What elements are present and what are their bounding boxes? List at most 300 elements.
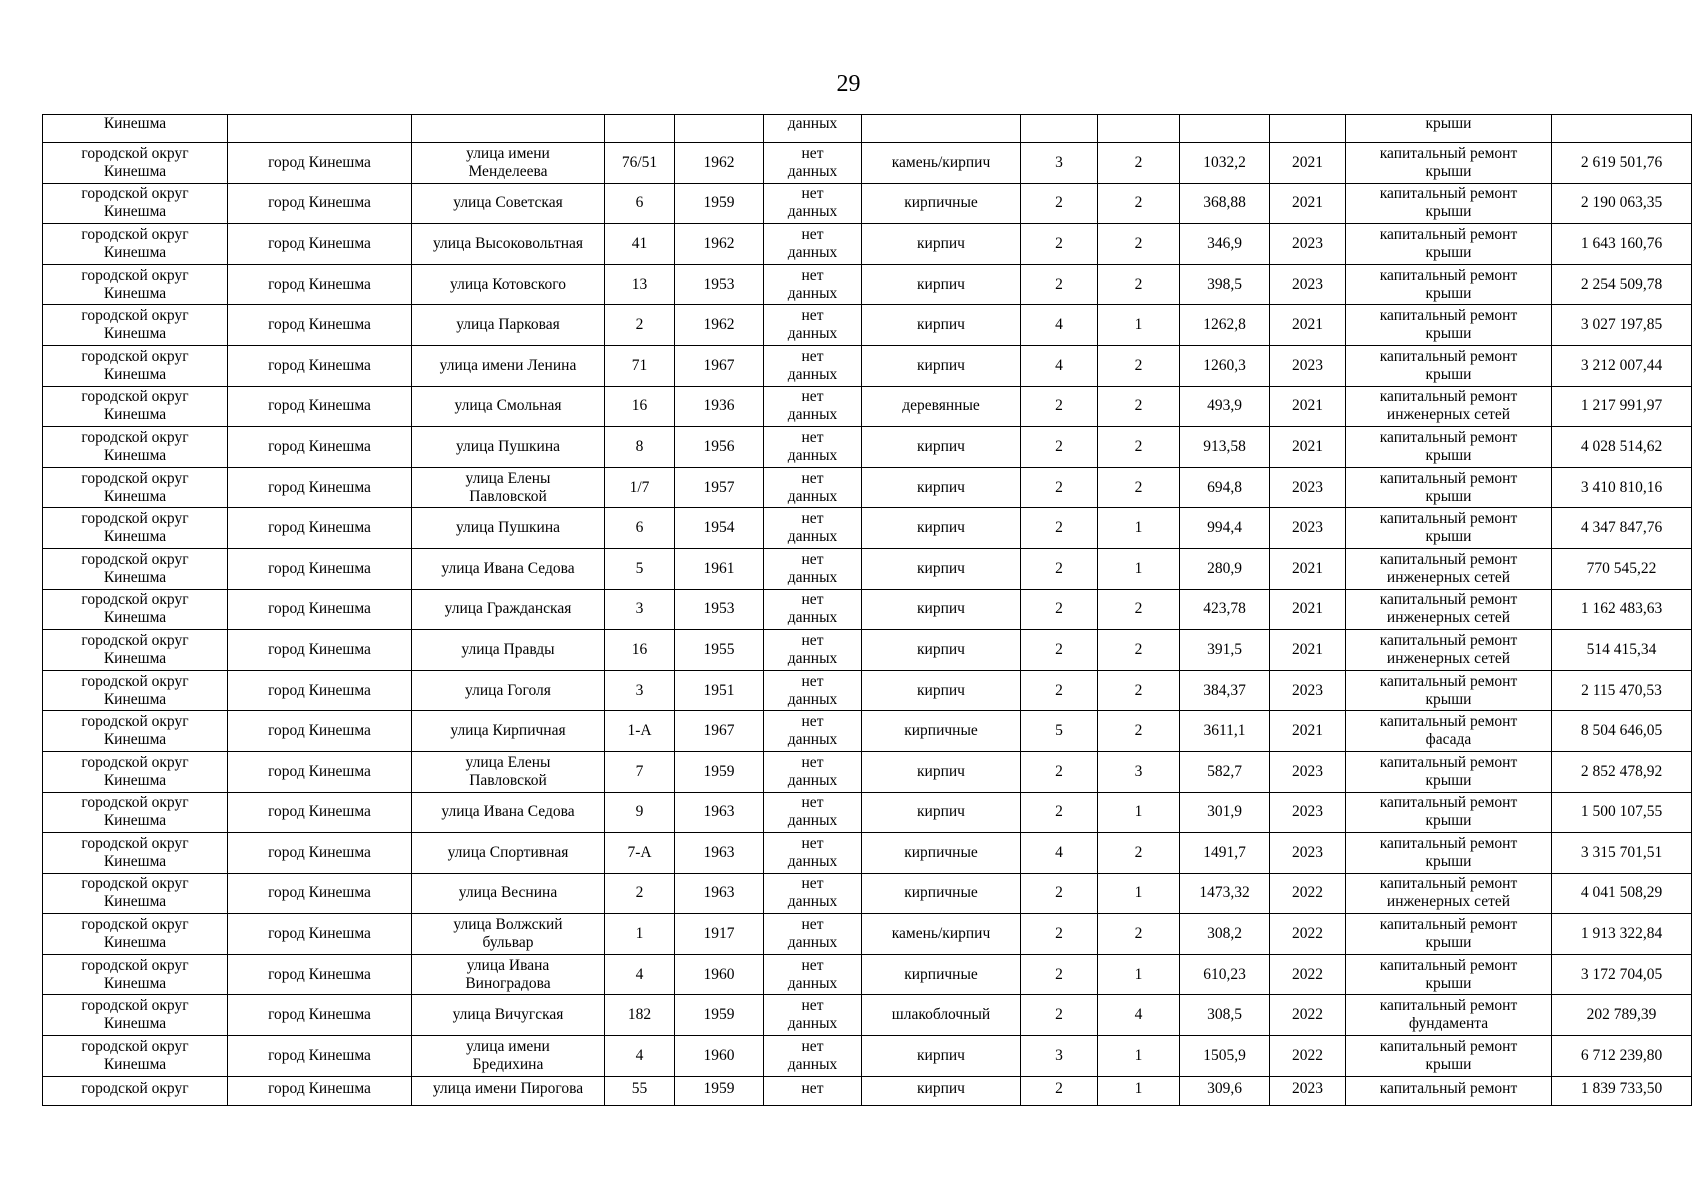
house-number-cell: 5 bbox=[605, 548, 675, 589]
repair-year-cell: 2023 bbox=[1270, 751, 1346, 792]
table-row bbox=[43, 873, 1692, 914]
data-cell: нет данных bbox=[764, 670, 862, 711]
table-row bbox=[43, 711, 1692, 752]
area-cell: 423,78 bbox=[1180, 589, 1270, 630]
build-year-cell: 1960 bbox=[675, 1036, 764, 1077]
work-type-cell: капитальный ремонт крыши bbox=[1346, 1036, 1552, 1077]
area-cell: 1032,2 bbox=[1180, 143, 1270, 184]
municipality-cell: городской округ Кинешма bbox=[43, 508, 228, 549]
data-cell: нет данных bbox=[764, 792, 862, 833]
build-year-cell: 1959 bbox=[675, 751, 764, 792]
wall-material-cell: кирпич bbox=[862, 548, 1021, 589]
build-year-cell: 1967 bbox=[675, 711, 764, 752]
table-row bbox=[43, 427, 1692, 468]
floors-cell: 2 bbox=[1021, 670, 1098, 711]
cost-cell: 4 347 847,76 bbox=[1552, 508, 1692, 549]
repair-year-cell: 2023 bbox=[1270, 508, 1346, 549]
wall-material-cell: кирпич bbox=[862, 670, 1021, 711]
area-cell: 1262,8 bbox=[1180, 305, 1270, 346]
floors-cell bbox=[1021, 115, 1098, 143]
work-type-cell: капитальный ремонт фундамента bbox=[1346, 995, 1552, 1036]
build-year-cell: 1953 bbox=[675, 264, 764, 305]
street-cell: улица Гражданская bbox=[412, 589, 605, 630]
area-cell: 391,5 bbox=[1180, 630, 1270, 671]
municipality-cell: городской округ Кинешма bbox=[43, 630, 228, 671]
settlement-cell: город Кинешма bbox=[228, 345, 412, 386]
repair-year-cell: 2022 bbox=[1270, 995, 1346, 1036]
wall-material-cell: кирпичные bbox=[862, 954, 1021, 995]
area-cell: 308,5 bbox=[1180, 995, 1270, 1036]
house-number-cell: 1/7 bbox=[605, 467, 675, 508]
floors-cell: 2 bbox=[1021, 954, 1098, 995]
floors-cell: 2 bbox=[1021, 751, 1098, 792]
municipality-cell: городской округ Кинешма bbox=[43, 467, 228, 508]
floors-cell: 2 bbox=[1021, 264, 1098, 305]
wall-material-cell bbox=[862, 115, 1021, 143]
street-cell: улица Вичугская bbox=[412, 995, 605, 1036]
data-cell: нет bbox=[764, 1076, 862, 1105]
municipality-cell: городской округ Кинешма bbox=[43, 751, 228, 792]
floors-cell: 2 bbox=[1021, 589, 1098, 630]
municipality-cell: городской округ Кинешма bbox=[43, 345, 228, 386]
build-year-cell: 1967 bbox=[675, 345, 764, 386]
build-year-cell: 1959 bbox=[675, 183, 764, 224]
repair-year-cell: 2022 bbox=[1270, 914, 1346, 955]
wall-material-cell: кирпичные bbox=[862, 873, 1021, 914]
entrances-cell: 1 bbox=[1098, 305, 1180, 346]
build-year-cell bbox=[675, 115, 764, 143]
house-number-cell: 6 bbox=[605, 508, 675, 549]
cost-cell: 1 162 483,63 bbox=[1552, 589, 1692, 630]
wall-material-cell: кирпич bbox=[862, 1036, 1021, 1077]
build-year-cell: 1961 bbox=[675, 548, 764, 589]
settlement-cell: город Кинешма bbox=[228, 224, 412, 265]
repair-year-cell: 2023 bbox=[1270, 224, 1346, 265]
street-cell: улица Правды bbox=[412, 630, 605, 671]
build-year-cell: 1955 bbox=[675, 630, 764, 671]
repair-year-cell: 2022 bbox=[1270, 954, 1346, 995]
entrances-cell: 2 bbox=[1098, 264, 1180, 305]
wall-material-cell: кирпичные bbox=[862, 711, 1021, 752]
floors-cell: 4 bbox=[1021, 345, 1098, 386]
area-cell: 1505,9 bbox=[1180, 1036, 1270, 1077]
entrances-cell: 3 bbox=[1098, 751, 1180, 792]
work-type-cell: капитальный ремонт крыши bbox=[1346, 914, 1552, 955]
wall-material-cell: кирпич bbox=[862, 427, 1021, 468]
street-cell: улица Смольная bbox=[412, 386, 605, 427]
floors-cell: 2 bbox=[1021, 630, 1098, 671]
work-type-cell: капитальный ремонт инженерных сетей bbox=[1346, 548, 1552, 589]
floors-cell: 2 bbox=[1021, 873, 1098, 914]
entrances-cell: 2 bbox=[1098, 589, 1180, 630]
table-row bbox=[43, 345, 1692, 386]
settlement-cell: город Кинешма bbox=[228, 630, 412, 671]
cost-cell: 1 839 733,50 bbox=[1552, 1076, 1692, 1105]
wall-material-cell: кирпич bbox=[862, 224, 1021, 265]
floors-cell: 2 bbox=[1021, 548, 1098, 589]
entrances-cell: 2 bbox=[1098, 833, 1180, 874]
municipality-cell: городской округ Кинешма bbox=[43, 711, 228, 752]
cost-cell: 2 115 470,53 bbox=[1552, 670, 1692, 711]
settlement-cell: город Кинешма bbox=[228, 711, 412, 752]
wall-material-cell: камень/кирпич bbox=[862, 914, 1021, 955]
floors-cell: 2 bbox=[1021, 183, 1098, 224]
floors-cell: 2 bbox=[1021, 427, 1098, 468]
work-type-cell: капитальный ремонт инженерных сетей bbox=[1346, 386, 1552, 427]
data-cell: нет данных bbox=[764, 143, 862, 184]
repair-year-cell: 2021 bbox=[1270, 589, 1346, 630]
table-row bbox=[43, 833, 1692, 874]
area-cell: 308,2 bbox=[1180, 914, 1270, 955]
municipality-cell: городской округ Кинешма bbox=[43, 305, 228, 346]
table-row bbox=[43, 264, 1692, 305]
build-year-cell: 1959 bbox=[675, 995, 764, 1036]
wall-material-cell: кирпич bbox=[862, 345, 1021, 386]
house-number-cell: 182 bbox=[605, 995, 675, 1036]
build-year-cell: 1960 bbox=[675, 954, 764, 995]
data-cell: нет данных bbox=[764, 873, 862, 914]
street-cell: улица имени Менделеева bbox=[412, 143, 605, 184]
cost-cell: 6 712 239,80 bbox=[1552, 1036, 1692, 1077]
municipality-cell: городской округ Кинешма bbox=[43, 143, 228, 184]
entrances-cell: 1 bbox=[1098, 508, 1180, 549]
cost-cell: 2 254 509,78 bbox=[1552, 264, 1692, 305]
settlement-cell: город Кинешма bbox=[228, 427, 412, 468]
street-cell: улица Спортивная bbox=[412, 833, 605, 874]
data-cell: нет данных bbox=[764, 224, 862, 265]
municipality-cell: городской округ Кинешма bbox=[43, 427, 228, 468]
settlement-cell: город Кинешма bbox=[228, 386, 412, 427]
wall-material-cell: кирпич bbox=[862, 792, 1021, 833]
entrances-cell: 1 bbox=[1098, 954, 1180, 995]
house-number-cell: 6 bbox=[605, 183, 675, 224]
repair-year-cell: 2022 bbox=[1270, 873, 1346, 914]
municipality-cell: городской округ Кинешма bbox=[43, 670, 228, 711]
house-number-cell: 2 bbox=[605, 873, 675, 914]
settlement-cell: город Кинешма bbox=[228, 873, 412, 914]
data-cell: нет данных bbox=[764, 1036, 862, 1077]
repair-year-cell: 2023 bbox=[1270, 1076, 1346, 1105]
table-row bbox=[43, 386, 1692, 427]
area-cell: 582,7 bbox=[1180, 751, 1270, 792]
street-cell: улица Кирпичная bbox=[412, 711, 605, 752]
area-cell: 913,58 bbox=[1180, 427, 1270, 468]
cost-cell: 3 027 197,85 bbox=[1552, 305, 1692, 346]
repair-year-cell: 2022 bbox=[1270, 1036, 1346, 1077]
municipality-cell: городской округ Кинешма bbox=[43, 589, 228, 630]
build-year-cell: 1951 bbox=[675, 670, 764, 711]
table-row bbox=[43, 305, 1692, 346]
entrances-cell: 1 bbox=[1098, 1036, 1180, 1077]
data-cell: нет данных bbox=[764, 183, 862, 224]
house-number-cell: 13 bbox=[605, 264, 675, 305]
cost-cell: 1 643 160,76 bbox=[1552, 224, 1692, 265]
settlement-cell: город Кинешма bbox=[228, 792, 412, 833]
floors-cell: 3 bbox=[1021, 1036, 1098, 1077]
page-number: 29 bbox=[836, 71, 861, 97]
municipality-cell: городской округ Кинешма bbox=[43, 183, 228, 224]
build-year-cell: 1953 bbox=[675, 589, 764, 630]
work-type-cell: капитальный ремонт крыши bbox=[1346, 224, 1552, 265]
street-cell: улица Котовского bbox=[412, 264, 605, 305]
settlement-cell: город Кинешма bbox=[228, 1076, 412, 1105]
table-row bbox=[43, 954, 1692, 995]
area-cell: 301,9 bbox=[1180, 792, 1270, 833]
municipality-cell: городской округ Кинешма bbox=[43, 873, 228, 914]
cost-cell: 8 504 646,05 bbox=[1552, 711, 1692, 752]
floors-cell: 2 bbox=[1021, 1076, 1098, 1105]
wall-material-cell: камень/кирпич bbox=[862, 143, 1021, 184]
data-cell: нет данных bbox=[764, 914, 862, 955]
settlement-cell: город Кинешма bbox=[228, 143, 412, 184]
cost-cell: 770 545,22 bbox=[1552, 548, 1692, 589]
municipality-cell: Кинешма bbox=[43, 115, 228, 143]
house-number-cell: 76/51 bbox=[605, 143, 675, 184]
cost-cell: 3 212 007,44 bbox=[1552, 345, 1692, 386]
floors-cell: 2 bbox=[1021, 914, 1098, 955]
area-cell bbox=[1180, 115, 1270, 143]
data-cell: данных bbox=[764, 115, 862, 143]
table-row bbox=[43, 467, 1692, 508]
table-row-continues bbox=[43, 1076, 1692, 1105]
work-type-cell: капитальный ремонт крыши bbox=[1346, 792, 1552, 833]
build-year-cell: 1917 bbox=[675, 914, 764, 955]
entrances-cell: 1 bbox=[1098, 792, 1180, 833]
street-cell: улица Гоголя bbox=[412, 670, 605, 711]
entrances-cell: 2 bbox=[1098, 345, 1180, 386]
build-year-cell: 1954 bbox=[675, 508, 764, 549]
area-cell: 3611,1 bbox=[1180, 711, 1270, 752]
settlement-cell bbox=[228, 115, 412, 143]
municipality-cell: городской округ bbox=[43, 1076, 228, 1105]
area-cell: 1260,3 bbox=[1180, 345, 1270, 386]
wall-material-cell: кирпич bbox=[862, 630, 1021, 671]
municipality-cell: городской округ Кинешма bbox=[43, 548, 228, 589]
table-row-continued bbox=[43, 115, 1692, 143]
floors-cell: 2 bbox=[1021, 224, 1098, 265]
cost-cell: 3 315 701,51 bbox=[1552, 833, 1692, 874]
street-cell: улица Ивана Седова bbox=[412, 548, 605, 589]
municipality-cell: городской округ Кинешма bbox=[43, 995, 228, 1036]
settlement-cell: город Кинешма bbox=[228, 467, 412, 508]
settlement-cell: город Кинешма bbox=[228, 183, 412, 224]
entrances-cell: 2 bbox=[1098, 143, 1180, 184]
repair-year-cell: 2021 bbox=[1270, 630, 1346, 671]
table-row bbox=[43, 670, 1692, 711]
work-type-cell: капитальный ремонт фасада bbox=[1346, 711, 1552, 752]
area-cell: 1473,32 bbox=[1180, 873, 1270, 914]
cost-cell: 2 190 063,35 bbox=[1552, 183, 1692, 224]
entrances-cell: 2 bbox=[1098, 467, 1180, 508]
repair-year-cell: 2023 bbox=[1270, 467, 1346, 508]
house-number-cell: 4 bbox=[605, 1036, 675, 1077]
house-number-cell: 7 bbox=[605, 751, 675, 792]
cost-cell: 4 041 508,29 bbox=[1552, 873, 1692, 914]
entrances-cell: 4 bbox=[1098, 995, 1180, 1036]
table-row bbox=[43, 589, 1692, 630]
data-cell: нет данных bbox=[764, 508, 862, 549]
street-cell: улица Волжский бульвар bbox=[412, 914, 605, 955]
house-number-cell: 41 bbox=[605, 224, 675, 265]
table-row bbox=[43, 751, 1692, 792]
wall-material-cell: кирпич bbox=[862, 508, 1021, 549]
cost-cell: 4 028 514,62 bbox=[1552, 427, 1692, 468]
area-cell: 309,6 bbox=[1180, 1076, 1270, 1105]
data-cell: нет данных bbox=[764, 345, 862, 386]
street-cell: улица Елены Павловской bbox=[412, 751, 605, 792]
house-number-cell: 8 bbox=[605, 427, 675, 468]
entrances-cell: 2 bbox=[1098, 914, 1180, 955]
settlement-cell: город Кинешма bbox=[228, 1036, 412, 1077]
area-cell: 1491,7 bbox=[1180, 833, 1270, 874]
housing-repair-table bbox=[42, 114, 1692, 1106]
repair-year-cell: 2021 bbox=[1270, 305, 1346, 346]
house-number-cell: 4 bbox=[605, 954, 675, 995]
wall-material-cell: деревянные bbox=[862, 386, 1021, 427]
street-cell: улица Елены Павловской bbox=[412, 467, 605, 508]
work-type-cell: капитальный ремонт инженерных сетей bbox=[1346, 589, 1552, 630]
area-cell: 610,23 bbox=[1180, 954, 1270, 995]
cost-cell: 2 619 501,76 bbox=[1552, 143, 1692, 184]
settlement-cell: город Кинешма bbox=[228, 589, 412, 630]
municipality-cell: городской округ Кинешма bbox=[43, 954, 228, 995]
cost-cell: 1 913 322,84 bbox=[1552, 914, 1692, 955]
street-cell: улица имени Бредихина bbox=[412, 1036, 605, 1077]
settlement-cell: город Кинешма bbox=[228, 995, 412, 1036]
house-number-cell: 71 bbox=[605, 345, 675, 386]
street-cell: улица Веснина bbox=[412, 873, 605, 914]
wall-material-cell: кирпич bbox=[862, 1076, 1021, 1105]
work-type-cell: капитальный ремонт крыши bbox=[1346, 345, 1552, 386]
repair-year-cell: 2023 bbox=[1270, 670, 1346, 711]
build-year-cell: 1962 bbox=[675, 305, 764, 346]
build-year-cell: 1936 bbox=[675, 386, 764, 427]
municipality-cell: городской округ Кинешма bbox=[43, 792, 228, 833]
table-row bbox=[43, 914, 1692, 955]
table-row bbox=[43, 548, 1692, 589]
house-number-cell bbox=[605, 115, 675, 143]
house-number-cell: 9 bbox=[605, 792, 675, 833]
cost-cell bbox=[1552, 115, 1692, 143]
entrances-cell bbox=[1098, 115, 1180, 143]
work-type-cell: капитальный ремонт крыши bbox=[1346, 305, 1552, 346]
table-row bbox=[43, 143, 1692, 184]
entrances-cell: 2 bbox=[1098, 386, 1180, 427]
work-type-cell: капитальный ремонт крыши bbox=[1346, 264, 1552, 305]
cost-cell: 202 789,39 bbox=[1552, 995, 1692, 1036]
entrances-cell: 1 bbox=[1098, 1076, 1180, 1105]
floors-cell: 2 bbox=[1021, 467, 1098, 508]
entrances-cell: 2 bbox=[1098, 224, 1180, 265]
street-cell bbox=[412, 115, 605, 143]
table-row bbox=[43, 995, 1692, 1036]
table-body bbox=[43, 115, 1692, 1106]
data-cell: нет данных bbox=[764, 305, 862, 346]
street-cell: улица Высоковольтная bbox=[412, 224, 605, 265]
settlement-cell: город Кинешма bbox=[228, 954, 412, 995]
cost-cell: 2 852 478,92 bbox=[1552, 751, 1692, 792]
work-type-cell: капитальный ремонт крыши bbox=[1346, 833, 1552, 874]
area-cell: 280,9 bbox=[1180, 548, 1270, 589]
data-cell: нет данных bbox=[764, 427, 862, 468]
settlement-cell: город Кинешма bbox=[228, 914, 412, 955]
work-type-cell: капитальный ремонт bbox=[1346, 1076, 1552, 1105]
settlement-cell: город Кинешма bbox=[228, 833, 412, 874]
cost-cell: 3 410 810,16 bbox=[1552, 467, 1692, 508]
build-year-cell: 1957 bbox=[675, 467, 764, 508]
street-cell: улица Пушкина bbox=[412, 427, 605, 468]
area-cell: 384,37 bbox=[1180, 670, 1270, 711]
area-cell: 694,8 bbox=[1180, 467, 1270, 508]
area-cell: 368,88 bbox=[1180, 183, 1270, 224]
data-cell: нет данных bbox=[764, 833, 862, 874]
settlement-cell: город Кинешма bbox=[228, 751, 412, 792]
build-year-cell: 1963 bbox=[675, 792, 764, 833]
street-cell: улица Парковая bbox=[412, 305, 605, 346]
entrances-cell: 1 bbox=[1098, 873, 1180, 914]
repair-year-cell: 2021 bbox=[1270, 548, 1346, 589]
repair-year-cell: 2021 bbox=[1270, 711, 1346, 752]
settlement-cell: город Кинешма bbox=[228, 508, 412, 549]
repair-year-cell: 2023 bbox=[1270, 264, 1346, 305]
floors-cell: 2 bbox=[1021, 386, 1098, 427]
house-number-cell: 16 bbox=[605, 630, 675, 671]
street-cell: улица имени Ленина bbox=[412, 345, 605, 386]
wall-material-cell: кирпичные bbox=[862, 833, 1021, 874]
municipality-cell: городской округ Кинешма bbox=[43, 224, 228, 265]
work-type-cell: капитальный ремонт инженерных сетей bbox=[1346, 630, 1552, 671]
municipality-cell: городской округ Кинешма bbox=[43, 833, 228, 874]
repair-year-cell bbox=[1270, 115, 1346, 143]
data-cell: нет данных bbox=[764, 548, 862, 589]
work-type-cell: капитальный ремонт инженерных сетей bbox=[1346, 873, 1552, 914]
municipality-cell: городской округ Кинешма bbox=[43, 386, 228, 427]
settlement-cell: город Кинешма bbox=[228, 548, 412, 589]
wall-material-cell: кирпич bbox=[862, 305, 1021, 346]
wall-material-cell: шлакоблочный bbox=[862, 995, 1021, 1036]
data-cell: нет данных bbox=[764, 589, 862, 630]
build-year-cell: 1963 bbox=[675, 833, 764, 874]
house-number-cell: 1 bbox=[605, 914, 675, 955]
street-cell: улица имени Пирогова bbox=[412, 1076, 605, 1105]
build-year-cell: 1959 bbox=[675, 1076, 764, 1105]
floors-cell: 2 bbox=[1021, 508, 1098, 549]
data-cell: нет данных bbox=[764, 467, 862, 508]
floors-cell: 2 bbox=[1021, 792, 1098, 833]
floors-cell: 4 bbox=[1021, 305, 1098, 346]
municipality-cell: городской округ Кинешма bbox=[43, 914, 228, 955]
data-cell: нет данных bbox=[764, 995, 862, 1036]
repair-year-cell: 2021 bbox=[1270, 427, 1346, 468]
entrances-cell: 1 bbox=[1098, 548, 1180, 589]
municipality-cell: городской округ Кинешма bbox=[43, 1036, 228, 1077]
cost-cell: 1 500 107,55 bbox=[1552, 792, 1692, 833]
floors-cell: 2 bbox=[1021, 995, 1098, 1036]
entrances-cell: 2 bbox=[1098, 427, 1180, 468]
data-cell: нет данных bbox=[764, 954, 862, 995]
street-cell: улица Ивана Виноградова bbox=[412, 954, 605, 995]
data-cell: нет данных bbox=[764, 751, 862, 792]
work-type-cell: капитальный ремонт крыши bbox=[1346, 467, 1552, 508]
wall-material-cell: кирпичные bbox=[862, 183, 1021, 224]
entrances-cell: 2 bbox=[1098, 711, 1180, 752]
entrances-cell: 2 bbox=[1098, 183, 1180, 224]
work-type-cell: капитальный ремонт крыши bbox=[1346, 427, 1552, 468]
repair-year-cell: 2021 bbox=[1270, 386, 1346, 427]
area-cell: 994,4 bbox=[1180, 508, 1270, 549]
entrances-cell: 2 bbox=[1098, 630, 1180, 671]
work-type-cell: капитальный ремонт крыши bbox=[1346, 183, 1552, 224]
